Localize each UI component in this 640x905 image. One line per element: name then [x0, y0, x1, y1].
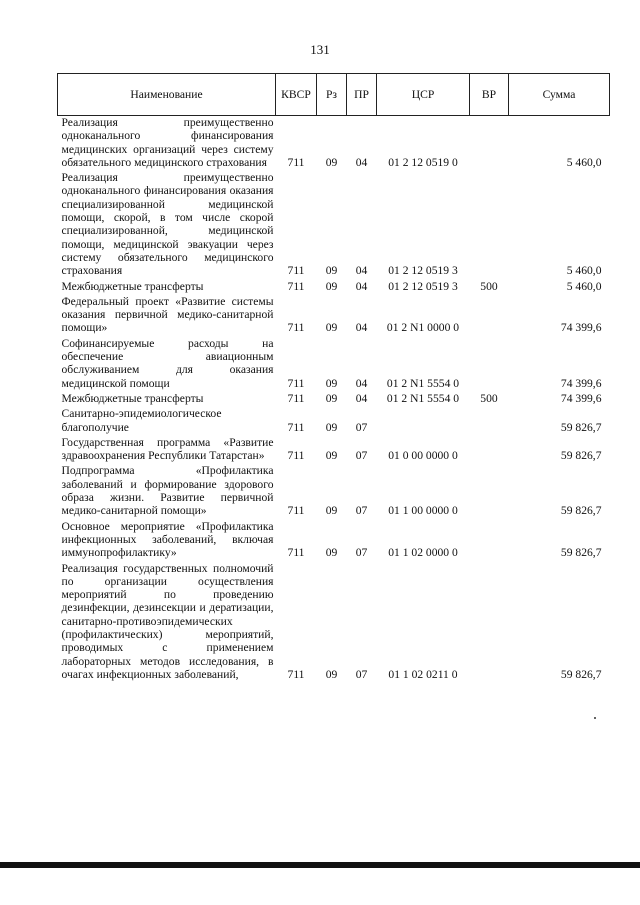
- table-row: [58, 280, 610, 295]
- row-pr: 07: [355, 420, 368, 434]
- row-vr: [470, 436, 509, 465]
- row-kvsr: 711: [287, 420, 305, 434]
- row-sum: 59 826,7: [560, 546, 602, 560]
- row-sum: 59 826,7: [560, 667, 602, 681]
- row-csr: 01 2 N1 0000 0: [386, 321, 460, 335]
- table-row: [58, 407, 610, 436]
- row-kvsr: 711: [287, 321, 305, 335]
- row-pr: 04: [355, 391, 368, 405]
- row-vr: [470, 295, 509, 337]
- row-name: Основное мероприятие «Профилактика инфекционных заболеваний, включая иммунопрофилактику»: [61, 519, 274, 560]
- row-vr: [470, 562, 509, 684]
- table-row: [58, 562, 610, 684]
- row-rz: 09: [325, 420, 338, 434]
- row-kvsr: 711: [287, 264, 305, 278]
- row-name: Софинансируемые расходы на обеспечение авиационным обслуживанием для оказания медицинской помощи: [61, 336, 274, 390]
- row-vr: [470, 407, 509, 436]
- row-sum: 59 826,7: [560, 420, 602, 434]
- row-rz: 09: [325, 321, 338, 335]
- row-name: Реализация преимущественно одноканального финансирования оказания специализированной медицинской помощи, скорой, в том числе скорой специализированной, медицинской помощи, медицинской эвакуации через систему обязательного медицинского страхования: [61, 171, 274, 278]
- row-name: Реализация преимущественно одноканального финансирования медицинских организаций через систему обязательного медицинского страхования: [61, 116, 274, 169]
- row-sum: 74 399,6: [560, 376, 602, 390]
- row-csr: 01 2 N1 5554 0: [386, 376, 460, 390]
- row-rz: 09: [325, 376, 338, 390]
- row-csr: 01 2 12 0519 0: [388, 155, 458, 169]
- row-rz: 09: [325, 667, 338, 681]
- row-kvsr: 711: [287, 155, 305, 169]
- row-csr: 01 1 00 0000 0: [388, 504, 458, 518]
- row-kvsr: 711: [287, 504, 305, 518]
- row-kvsr: 711: [287, 279, 305, 293]
- row-name: Государственная программа «Развитие здравоохранения Республики Татарстан»: [61, 435, 274, 463]
- row-pr: 04: [355, 376, 368, 390]
- row-csr: 01 2 N1 5554 0: [386, 391, 460, 405]
- row-kvsr: 711: [287, 376, 305, 390]
- row-sum: 59 826,7: [560, 449, 602, 463]
- table-row: [58, 392, 610, 407]
- budget-table: [57, 73, 610, 683]
- row-sum: 5 460,0: [566, 155, 602, 169]
- row-pr: 04: [355, 264, 368, 278]
- row-vr: [470, 464, 509, 519]
- header-kvsr: КВСР: [276, 74, 317, 116]
- row-csr: 01 1 02 0000 0: [388, 546, 458, 560]
- header-csr: ЦСР: [377, 74, 470, 116]
- row-sum: 5 460,0: [566, 279, 602, 293]
- row-vr: 500: [480, 391, 498, 405]
- row-kvsr: 711: [287, 546, 305, 560]
- table-row: [58, 464, 610, 519]
- row-csr: 01 1 02 0211 0: [388, 667, 458, 681]
- table-row: [58, 116, 610, 172]
- row-kvsr: 711: [287, 449, 305, 463]
- row-kvsr: 711: [287, 391, 305, 405]
- row-rz: 09: [325, 155, 338, 169]
- row-csr: 01 0 00 0000 0: [388, 449, 458, 463]
- row-vr: [470, 171, 509, 279]
- row-kvsr: 711: [287, 667, 305, 681]
- row-name: Подпрограмма «Профилактика заболеваний и формирование здорового образа жизни. Развитие первичной медико-санитарной помощи»: [61, 464, 274, 518]
- header-pr: ПР: [347, 74, 377, 116]
- row-pr: 07: [355, 449, 368, 463]
- row-rz: 09: [325, 279, 338, 293]
- row-rz: 09: [325, 264, 338, 278]
- row-vr: 500: [480, 279, 498, 293]
- row-name: Федеральный проект «Развитие системы оказания первичной медико-санитарной помощи»: [61, 294, 274, 335]
- row-rz: 09: [325, 504, 338, 518]
- row-sum: 74 399,6: [560, 321, 602, 335]
- table-row: [58, 171, 610, 279]
- row-rz: 09: [325, 449, 338, 463]
- row-vr: [470, 116, 509, 172]
- page-number: 131: [310, 42, 330, 57]
- table-row: [58, 337, 610, 392]
- row-rz: 09: [325, 546, 338, 560]
- table-header: [58, 74, 610, 116]
- row-name: Реализация государственных полномочий по организации осуществления мероприятий по проведению дезинфекции, дезинсекции и дератизации, санитарно-противоэпидемических (профилактических) мероприятий, проводимых с применением лабораторных методов исследования, в очагах инфекционных заболеваний,: [61, 561, 274, 681]
- row-pr: 07: [355, 504, 368, 518]
- table-row: [58, 520, 610, 562]
- header-vr: ВР: [470, 74, 509, 116]
- scan-edge-bar: [0, 862, 640, 868]
- row-sum: 5 460,0: [566, 264, 602, 278]
- row-name: Межбюджетные трансферты: [61, 391, 204, 405]
- row-name: Санитарно-эпидемиологическое благополучие: [61, 407, 222, 434]
- table-row: [58, 295, 610, 337]
- row-pr: 04: [355, 155, 368, 169]
- header-rz: Рз: [317, 74, 347, 116]
- row-csr: [377, 407, 470, 436]
- table-body: [58, 116, 610, 684]
- row-pr: 07: [355, 546, 368, 560]
- row-csr: 01 2 12 0519 3: [388, 279, 458, 293]
- row-csr: 01 2 12 0519 3: [388, 264, 458, 278]
- row-sum: 59 826,7: [560, 504, 602, 518]
- row-vr: [470, 520, 509, 562]
- table-row: [58, 436, 610, 465]
- header-name: Наименование: [58, 74, 276, 116]
- header-sum: Сумма: [509, 74, 610, 116]
- row-pr: 04: [355, 321, 368, 335]
- row-rz: 09: [325, 391, 338, 405]
- row-vr: [470, 337, 509, 392]
- row-pr: 04: [355, 279, 368, 293]
- row-sum: 74 399,6: [560, 391, 602, 405]
- row-name: Межбюджетные трансферты: [61, 279, 204, 293]
- row-pr: 07: [355, 667, 368, 681]
- scan-speck: [594, 717, 596, 719]
